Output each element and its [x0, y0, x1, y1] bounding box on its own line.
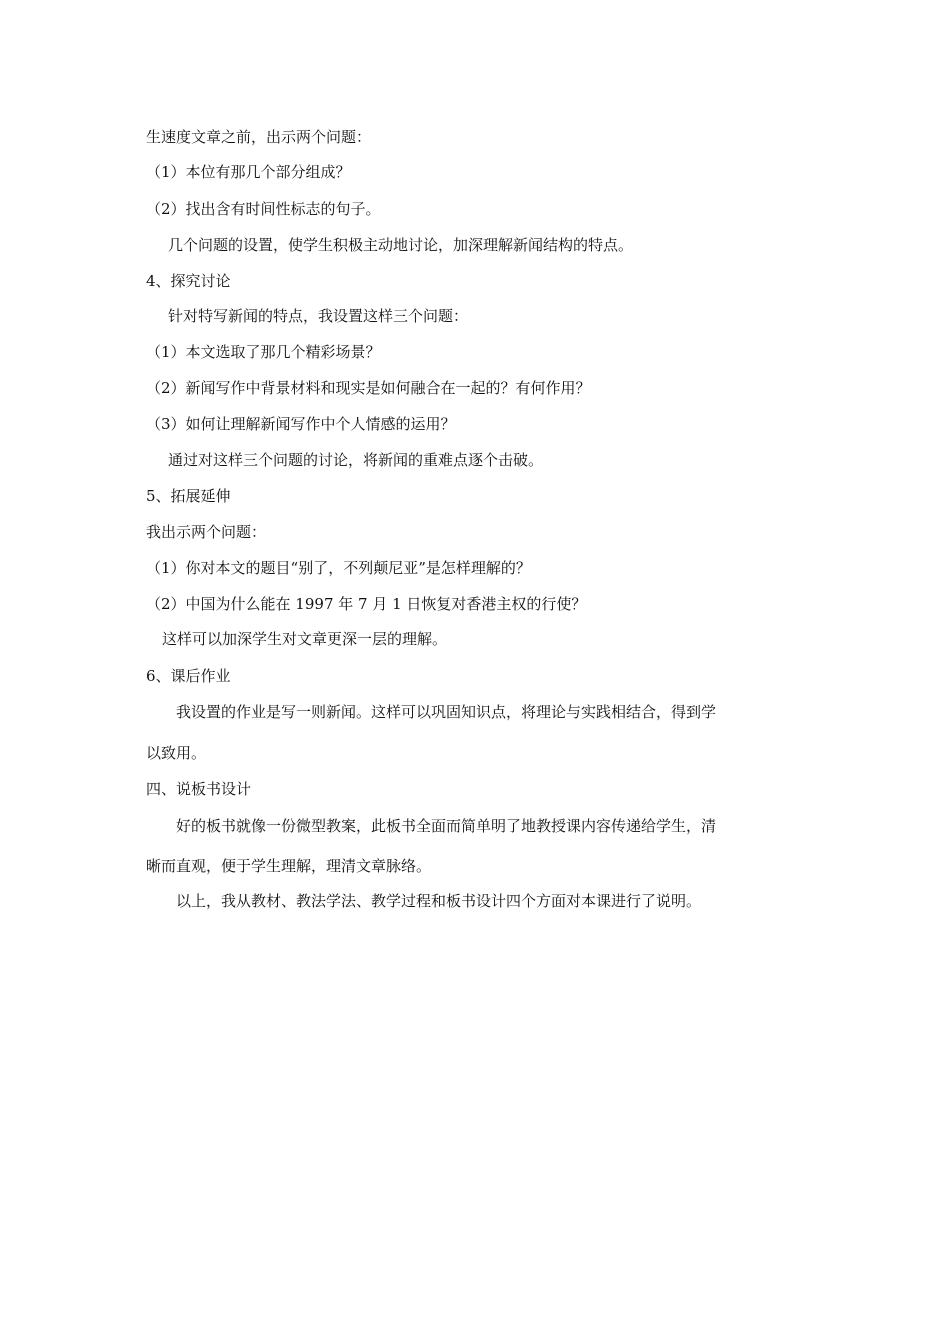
list-item: （2）中国为什么能在 1997 年 7 月 1 日恢复对香港主权的行使？ [146, 595, 587, 613]
list-item: （2）新闻写作中背景材料和现实是如何融合在一起的？有何作用？ [146, 379, 591, 397]
paragraph: 我设置的作业是写一则新闻。这样可以巩固知识点，将理论与实践相结合，得到学 [176, 703, 717, 721]
paragraph: 针对特写新闻的特点，我设置这样三个问题： [168, 307, 469, 325]
list-item: （1）本位有那几个部分组成？ [146, 163, 351, 181]
text-line: 生速度文章之前，出示两个问题： [146, 128, 372, 146]
list-item: （3）如何让理解新闻写作中个人情感的运用？ [146, 415, 456, 433]
paragraph-continuation: 以致用。 [146, 744, 207, 762]
paragraph: 以上，我从教材、教法学法、教学过程和板书设计四个方面对本课进行了说明。 [176, 892, 702, 910]
paragraph: 好的板书就像一份微型教案，此板书全面而简单明了地教授课内容传递给学生，清 [176, 817, 717, 835]
section-heading: 6、课后作业 [146, 667, 231, 685]
paragraph: 几个问题的设置，使学生积极主动地讨论，加深理解新闻结构的特点。 [168, 236, 634, 254]
text-line: 我出示两个问题： [146, 523, 267, 541]
section-heading: 5、拓展延伸 [146, 487, 231, 505]
list-item: （1）本文选取了那几个精彩场景？ [146, 343, 381, 361]
list-item: （1）你对本文的题目“别了，不列颠尼亚”是怎样理解的？ [146, 559, 531, 577]
paragraph: 通过对这样三个问题的讨论，将新闻的重难点逐个击破。 [168, 451, 544, 469]
list-item: （2）找出含有时间性标志的句子。 [146, 200, 381, 218]
paragraph: 这样可以加深学生对文章更深一层的理解。 [162, 630, 448, 648]
section-heading: 四、说板书设计 [146, 780, 252, 798]
section-heading: 4、探究讨论 [146, 272, 231, 290]
paragraph-continuation: 晰而直观，便于学生理解，理清文章脉络。 [146, 857, 432, 875]
